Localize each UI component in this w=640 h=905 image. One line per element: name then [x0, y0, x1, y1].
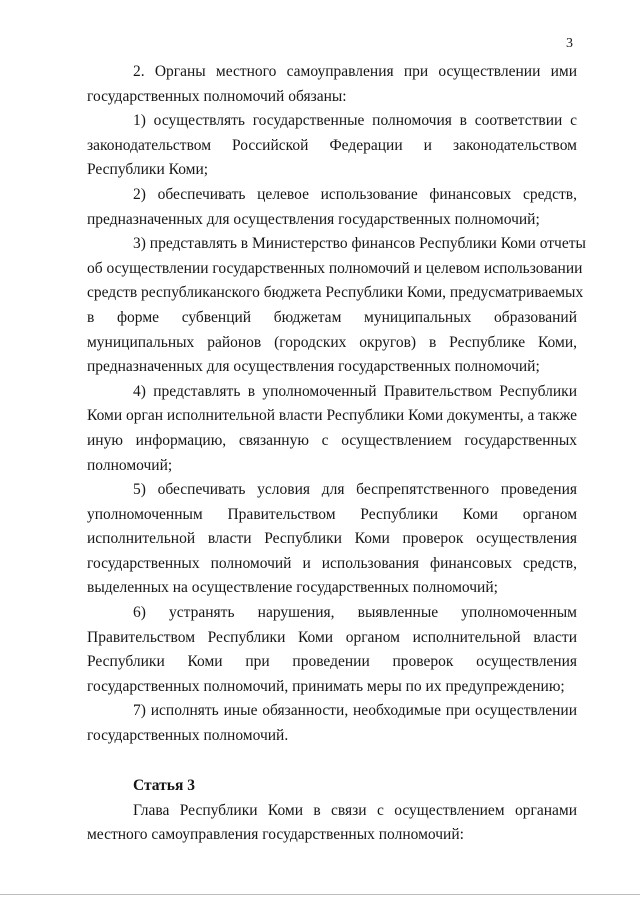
list-item-2 — [87, 183, 577, 232]
paragraph-line: 5) обеспечивать условия для беспрепятственного проведения — [133, 481, 577, 499]
paragraph-line: Коми орган исполнительной власти Республики Коми документы, а также — [87, 407, 578, 425]
paragraph-line: 3) представлять в Министерство финансов Республики Коми отчеты — [133, 235, 586, 253]
page-bottom-edge — [0, 894, 640, 895]
article-3 — [87, 773, 577, 848]
paragraph-line: законодательством Российской Федерации и законодательством — [87, 136, 577, 154]
list-item-5 — [87, 478, 577, 601]
page-number: 3 — [566, 36, 573, 51]
paragraph-line: государственных полномочий, принимать меры по их предупреждению; — [87, 677, 565, 695]
paragraph-line: в форме субвенций бюджетам муниципальных образований — [87, 308, 577, 326]
paragraph-line: государственных полномочий и использования финансовых средств, — [87, 554, 577, 572]
paragraph-line: 2. Органы местного самоуправления при осуществлении ими — [133, 63, 577, 80]
paragraph-line: предназначенных для осуществления государственных полномочий; — [87, 358, 540, 376]
paragraph-line: государственных полномочий. — [87, 727, 289, 745]
paragraph-line: 1) осуществлять государственные полномочия в соответствии с — [133, 112, 577, 130]
paragraph-line: средств республиканского бюджета Республики Коми, предусматриваемых — [87, 284, 584, 302]
paragraph-line: уполномоченным Правительством Республики Коми органом — [87, 505, 577, 523]
list-item-1 — [87, 109, 577, 183]
paragraph-line: иную информацию, связанную с осуществлением государственных — [87, 431, 577, 449]
paragraph-organs-obligations — [87, 60, 577, 109]
paragraph-line: Республики Коми; — [87, 161, 209, 179]
paragraph-line: полномочий; — [87, 456, 173, 474]
paragraph-line: местного самоуправления государственных полномочий: — [87, 826, 464, 844]
paragraph-line: Правительством Республики Коми органом исполнительной власти — [87, 628, 577, 646]
paragraph-line: 2) обеспечивать целевое использование финансовых средств, — [133, 185, 577, 203]
list-item-6 — [87, 601, 577, 699]
paragraph-line: выделенных на осуществление государственных полномочий; — [87, 579, 498, 597]
list-item-3 — [87, 232, 586, 380]
paragraph-line: Республики Коми при проведении проверок осуществления — [87, 653, 577, 671]
paragraph-line: об осуществлении государственных полномочий и целевом использовании — [87, 259, 583, 277]
document-body — [87, 60, 586, 848]
paragraph-line: исполнительной власти Республики Коми проверок осуществления — [87, 530, 577, 548]
section-spacer — [87, 749, 577, 773]
paragraph-line: 7) исполнять иные обязанности, необходимые при осуществлении — [133, 702, 577, 720]
paragraph-line: государственных полномочий обязаны: — [87, 87, 347, 105]
list-item-4 — [87, 380, 577, 478]
paragraph-line: муниципальных районов (городских округов) в Республике Коми, — [87, 333, 577, 351]
paragraph-line: 4) представлять в уполномоченный Правительством Республики — [133, 382, 577, 400]
article-heading: Статья 3 — [133, 776, 195, 794]
paragraph-line: 6) устранять нарушения, выявленные уполномоченным — [133, 604, 577, 622]
paragraph-line: Глава Республики Коми в связи с осуществлением органами — [133, 801, 577, 819]
paragraph-line: предназначенных для осуществления государственных полномочий; — [87, 210, 540, 228]
list-item-7 — [87, 699, 577, 748]
